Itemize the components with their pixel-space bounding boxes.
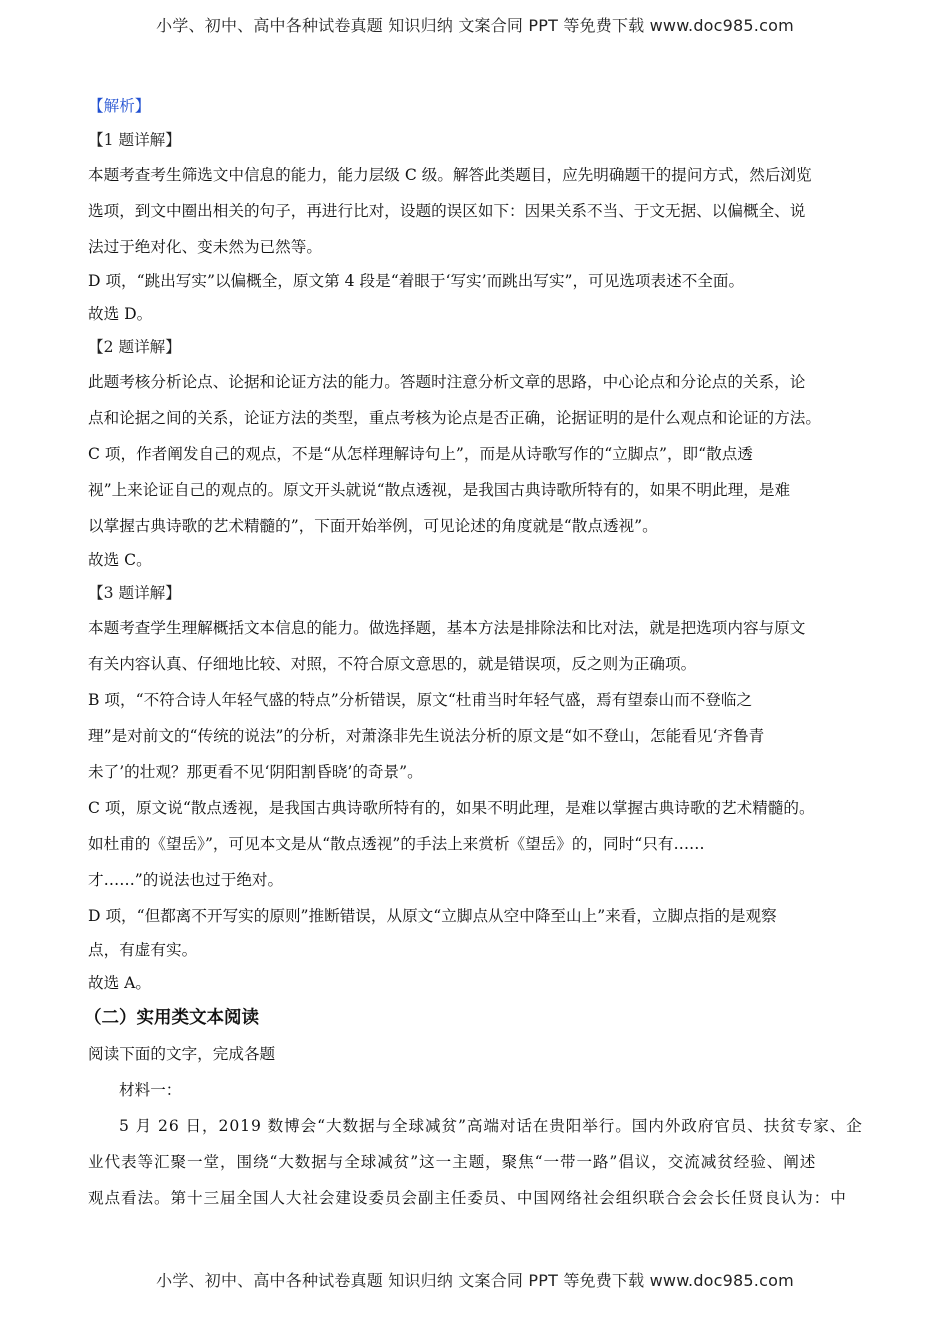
material-label: 材料一： xyxy=(119,1081,182,1099)
q3-line: C 项，原文说“散点透视，是我国古典诗歌所特有的，如果不明此理，是难以掌握古典诗歌的艺术精髓的。 xyxy=(88,799,815,817)
q1-line: 本题考查考生筛选文中信息的能力，能力层级 C 级。解答此类题目，应先明确题干的提问方式，然后浏览 xyxy=(88,166,812,184)
page-header: 小学、初中、高中各种试卷真题 知识归纳 文案合同 PPT 等免费下载 www.doc985.com xyxy=(156,16,794,35)
material-line: 观点看法。第十三届全国人大社会建设委员会副主任委员、中国网络社会组织联合会会长任贤良认为：中 xyxy=(88,1189,847,1207)
q2-line: 以掌握古典诗歌的艺术精髓的”，下面开始举例，可见论述的角度就是“散点透视”。 xyxy=(88,517,658,535)
q2-line: 视”上来论证自己的观点的。原文开头就说“散点透视，是我国古典诗歌所特有的，如果不明此理，是难 xyxy=(88,481,791,499)
q3-line: 有关内容认真、仔细地比较、对照，不符合原文意思的，就是错误项，反之则为正确项。 xyxy=(88,655,697,673)
q3-line: 如杜甫的《望岳》”，可见本文是从“散点透视”的手法上来赏析《望岳》的，同时“只有…… xyxy=(88,835,705,853)
document-body xyxy=(84,88,878,1216)
material-line: 业代表等汇聚一堂，围绕“大数据与全球减贫”这一主题，聚焦“一带一路”倡议，交流减贫经验、阐述 xyxy=(88,1153,817,1171)
q1-answer: 故选 D。 xyxy=(88,305,153,323)
q3-line: 才……”的说法也过于绝对。 xyxy=(88,871,284,889)
q3-line: 未了’的壮观？那更看不见‘阴阳割昏晓’的奇景”。 xyxy=(88,763,423,781)
section-instruction: 阅读下面的文字，完成各题 xyxy=(88,1045,276,1063)
q1-label: 【1 题详解】 xyxy=(88,131,181,149)
q2-line: C 项，作者阐发自己的观点，不是“从怎样理解诗句上”，而是从诗歌写作的“立脚点”，即“散点透 xyxy=(88,445,753,463)
q2-line: 点和论据之间的关系，论证方法的类型，重点考核为论点是否正确，论据证明的是什么观点和论证的方法。 xyxy=(88,409,821,427)
q3-line: 点，有虚有实。 xyxy=(88,941,198,959)
q1-line: 法过于绝对化、变未然为已然等。 xyxy=(88,238,322,256)
q2-label: 【2 题详解】 xyxy=(88,338,181,356)
page-footer: 小学、初中、高中各种试卷真题 知识归纳 文案合同 PPT 等免费下载 www.doc985.com xyxy=(156,1271,794,1290)
section-title: （二）实用类文本阅读 xyxy=(84,1008,259,1028)
q3-answer: 故选 A。 xyxy=(88,974,151,992)
q2-line: 此题考核分析论点、论据和论证方法的能力。答题时注意分析文章的思路，中心论点和分论点的关系，论 xyxy=(88,373,806,391)
q3-line: 理”是对前文的“传统的说法”的分析，对萧涤非先生说法分析的原文是“如不登山，怎能看见‘齐鲁青 xyxy=(88,727,765,745)
q3-line: B 项，“不符合诗人年轻气盛的特点”分析错误，原文“杜甫当时年轻气盛，焉有望泰山而不登临之 xyxy=(88,691,753,709)
q3-line: D 项，“但都离不开写实的原则”推断错误，从原文“立脚点从空中降至山上”来看，立脚点指的是观察 xyxy=(88,907,777,925)
q3-line: 本题考查学生理解概括文本信息的能力。做选择题，基本方法是排除法和比对法，就是把选项内容与原文 xyxy=(88,619,806,637)
q2-answer: 故选 C。 xyxy=(88,551,152,569)
q1-line: D 项，“跳出写实”以偏概全，原文第 4 段是“着眼于‘写实’而跳出写实”，可见选项表述不全面。 xyxy=(88,272,745,290)
q3-label: 【3 题详解】 xyxy=(88,584,181,602)
analysis-label: 【解析】 xyxy=(88,97,151,115)
q1-line: 选项，到文中圈出相关的句子，再进行比对，设题的误区如下：因果关系不当、于文无据、以偏概全、说 xyxy=(88,202,806,220)
material-line: 5 月 26 日，2019 数博会“大数据与全球减贫”高端对话在贵阳举行。国内外政府官员、扶贫专家、企 xyxy=(119,1117,863,1135)
